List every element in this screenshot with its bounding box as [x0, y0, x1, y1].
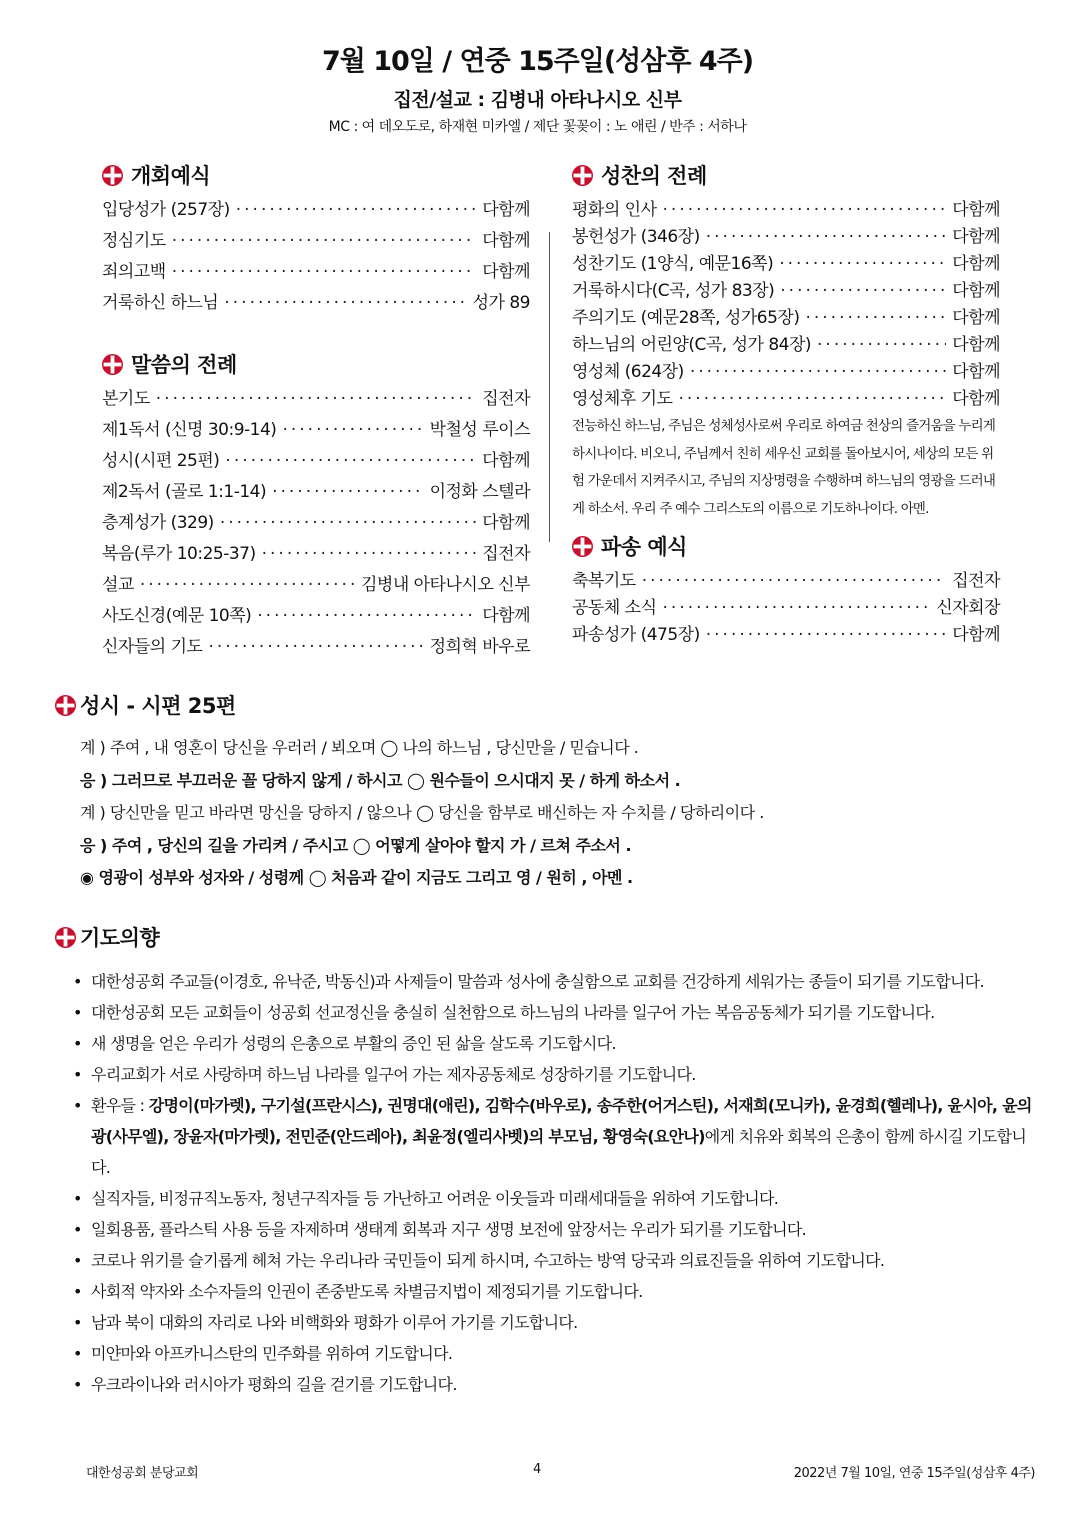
- service-item: [102, 508, 530, 539]
- cross-icon: [572, 536, 593, 557]
- psalm-lines: [80, 732, 1015, 895]
- dot-leader: [706, 625, 946, 645]
- service-item-value: 집전자: [482, 544, 530, 564]
- service-item-label: 평화의 인사: [572, 200, 657, 220]
- service-item-label: 하느님의 어린양(C곡, 성가 84장): [572, 335, 812, 355]
- service-item-label: 봉헌성가 (346장): [572, 227, 700, 247]
- service-item-label: 제1독서 (신명 30:9-14): [102, 420, 277, 440]
- section-title: 말씀의 전례: [131, 353, 237, 377]
- list-item: • 대한성공회 주교들(이경호, 유낙준, 박동신)과 사제들이 말씀과 성사에 충실함으로 교회를 건강하게 세워가는 종들이 되기를 기도합니다.: [73, 966, 1045, 997]
- list-item: • 실직자들, 비정규직노동자, 청년구직자들 등 가난하고 어려운 이웃들과 미래세대들을 위하여 기도합니다.: [73, 1183, 1045, 1214]
- service-item-value: 정희혁 바우로: [429, 637, 530, 657]
- list-item: • 일회용품, 플라스틱 사용 등을 자제하며 생태계 회복과 지구 생명 보전에 앞장서는 우리가 되기를 기도합니다.: [73, 1214, 1045, 1245]
- service-item-label: 복음(루가 10:25-37): [102, 544, 256, 564]
- list-item: • 사회적 약자와 소수자들의 인권이 존중받도록 차별금지법이 제정되기를 기도합니다.: [73, 1276, 1045, 1307]
- service-item-value: 집전자: [952, 571, 1000, 591]
- section-title: 기도의향: [80, 926, 160, 950]
- list-item: • 대한성공회 모든 교회들이 성공회 선교정신을 충실히 실천함으로 하느님의 나라를 일구어 가는 복음공동체가 되기를 기도합니다.: [73, 997, 1045, 1028]
- service-item: [102, 446, 530, 477]
- dot-leader: [272, 482, 423, 502]
- dot-leader: [642, 571, 947, 591]
- service-item-value: 성가 89: [472, 293, 530, 313]
- service-item-value: 다함께: [482, 200, 530, 220]
- psalm-line: ◉ 영광이 성부와 성자와 / 성령께 ◯ 처음과 같이 지금도 그리고 영 / 원히 , 아멘 .: [80, 868, 633, 887]
- section-title: 개회예식: [131, 164, 211, 188]
- service-item: [572, 384, 1000, 411]
- service-item-label: 정심기도: [102, 231, 166, 251]
- service-item-value: 이정화 스텔라: [429, 482, 530, 502]
- service-item: [102, 477, 530, 508]
- intentions-section: [55, 920, 1045, 1400]
- dot-leader: [663, 598, 931, 618]
- section-header-eucharist: [572, 158, 1000, 192]
- service-item: [572, 593, 1000, 620]
- intentions-list: [73, 966, 1045, 1400]
- dot-leader: [208, 637, 423, 657]
- patients-suffix: 에게 치유와 회복의 은총이 함께 하시길 기도합니다.: [91, 1127, 1027, 1177]
- cross-icon: [55, 695, 76, 716]
- cross-icon: [55, 927, 76, 948]
- dot-leader: [779, 254, 946, 274]
- footer-page-number: 4: [533, 1462, 541, 1477]
- service-item: [572, 566, 1000, 593]
- column-divider: [549, 232, 550, 542]
- cross-icon: [102, 354, 123, 375]
- celebrant-line: 집전/설교 : 김병내 아타나시오 신부: [393, 89, 682, 111]
- service-item: [102, 226, 530, 257]
- service-item-value: 다함께: [952, 254, 1000, 274]
- service-item-value: 다함께: [952, 227, 1000, 247]
- dot-leader: [225, 451, 476, 471]
- service-item: [102, 288, 530, 319]
- service-item-label: 영성체 (624장): [572, 362, 684, 382]
- dot-leader: [236, 200, 476, 220]
- service-item-value: 다함께: [952, 389, 1000, 409]
- section-header-psalm: [55, 688, 1015, 722]
- service-item-value: 박철성 루이스: [429, 420, 530, 440]
- service-item: [102, 601, 530, 632]
- service-item: [572, 276, 1000, 303]
- service-item-value: 다함께: [952, 281, 1000, 301]
- list-item: • 미얀마와 아프카니스탄의 민주화를 위하여 기도합니다.: [73, 1338, 1045, 1369]
- list-item: • 우크라이나와 러시아가 평화의 길을 걷기를 기도합니다.: [73, 1369, 1045, 1400]
- dismissal-list: [572, 566, 1000, 647]
- footer-date: 2022년 7월 10일, 연중 15주일(성삼후 4주): [793, 1466, 1035, 1481]
- service-item-value: 다함께: [952, 200, 1000, 220]
- service-item-value: 다함께: [952, 625, 1000, 645]
- patients-prefix: 환우들 :: [91, 1096, 149, 1115]
- service-item: [572, 620, 1000, 647]
- dot-leader: [220, 513, 476, 533]
- cross-icon: [572, 165, 593, 186]
- service-item: [102, 257, 530, 288]
- service-item: [572, 195, 1000, 222]
- service-item: [102, 570, 530, 601]
- dot-leader: [257, 606, 476, 626]
- service-item: [572, 357, 1000, 384]
- dot-leader: [172, 231, 477, 251]
- dot-leader: [805, 308, 946, 328]
- footer-church: 대한성공회 분당교회: [86, 1466, 199, 1481]
- service-item-label: 본기도: [102, 389, 150, 409]
- service-item: [572, 303, 1000, 330]
- section-title: 파송 예식: [601, 535, 687, 559]
- service-item: [102, 415, 530, 446]
- service-item-value: 다함께: [482, 231, 530, 251]
- word-list: [102, 384, 530, 663]
- list-item: • 코로나 위기를 슬기롭게 헤쳐 가는 우리나라 국민들이 되게 하시며, 수고하는 방역 당국과 의료진들을 위하여 기도합니다.: [73, 1245, 1045, 1276]
- section-title: 성찬의 전례: [601, 164, 707, 188]
- service-item-label: 거룩하시다(C곡, 성가 83장): [572, 281, 775, 301]
- service-item-value: 다함께: [482, 606, 530, 626]
- patients-names: 강명이(마가렛), 구기설(프란시스), 권명대(애린), 김학수(바우로), 송주한(어거스틴), 서재희(모니카), 윤경희(헬레나), 윤시아, 윤의광(사무엘), 장윤자(마가렛), 전민준(안드레아), 최윤정(엘리사벳)의 부모님, 황영숙(요안나): [91, 1096, 1032, 1146]
- dot-leader: [678, 389, 946, 409]
- service-item-value: 다함께: [952, 308, 1000, 328]
- psalm-line: 응 ) 주여 , 당신의 길을 가리켜 / 주시고 ◯ 어떻게 살아야 할지 가 / 르쳐 주소서 .: [80, 835, 632, 855]
- dot-leader: [282, 420, 423, 440]
- service-item-value: 다함께: [952, 335, 1000, 355]
- list-item: • 우리교회가 서로 사랑하며 하느님 나라를 일구어 가는 제자공동체로 성장하기를 기도합니다.: [73, 1059, 1045, 1090]
- service-item: [102, 539, 530, 570]
- left-column: [102, 158, 530, 663]
- section-header-word: [102, 347, 530, 381]
- service-item-value: 다함께: [482, 451, 530, 471]
- list-item: • 남과 북이 대화의 자리로 나와 비핵화와 평화가 이루어 가기를 기도합니다.: [73, 1307, 1045, 1338]
- dot-leader: [663, 200, 947, 220]
- dot-leader: [224, 293, 466, 313]
- right-column: [572, 158, 1000, 647]
- service-item-value: 다함께: [482, 513, 530, 533]
- dot-leader: [262, 544, 477, 564]
- service-item-value: 김병내 아타나시오 신부: [360, 575, 530, 595]
- service-item: [102, 632, 530, 663]
- section-header-opening: [102, 158, 530, 192]
- dot-leader: [780, 281, 946, 301]
- service-item: [102, 384, 530, 415]
- credits-line: MC : 여 데오도로, 하재현 미카엘 / 제단 꽃꽂이 : 노 애린 / 반주 : 서하나: [328, 119, 747, 135]
- list-item: • 새 생명을 얻은 우리가 성령의 은총으로 부활의 증인 된 삶을 살도록 기도합시다.: [73, 1028, 1045, 1059]
- service-item-label: 영성체후 기도: [572, 389, 673, 409]
- service-item-label: 주의기도 (예문28쪽, 성가65장): [572, 308, 800, 328]
- service-item-label: 거룩하신 하느님: [102, 293, 219, 313]
- service-item-label: 공동체 소식: [572, 598, 657, 618]
- psalm-line: 계 ) 당신만을 믿고 바라면 망신을 당하지 / 않으나 ◯ 당신을 함부로 배신하는 자 수치를 / 당하리이다 .: [80, 803, 764, 822]
- page-title: 7월 10일 / 연중 15주일(성삼후 4주): [321, 46, 754, 77]
- service-item-value: 집전자: [482, 389, 530, 409]
- section-header-dismissal: [572, 529, 1000, 563]
- service-item-label: 입당성가 (257장): [102, 200, 230, 220]
- dot-leader: [817, 335, 946, 355]
- dot-leader: [140, 575, 355, 595]
- list-item-patients: [73, 1090, 1045, 1183]
- post-communion-prayer: 전능하신 하느님, 주님은 성체성사로써 우리로 하여금 천상의 즐거움을 누리게 하시나이다. 비오니, 주님께서 친히 세우신 교회를 돌아보시어, 세상의 모든 위험 가운데서 지켜주시고, 주님의 지상명령을 수행하며 하느님의 영광을 드러내게 하소서. 우리 주 예수 그리스도의 이름으로 기도하나이다. 아멘.: [572, 418, 996, 517]
- opening-list: [102, 195, 530, 319]
- service-item-label: 파송성가 (475장): [572, 625, 700, 645]
- eucharist-list: [572, 195, 1000, 411]
- service-item-label: 사도신경(예문 10쪽): [102, 606, 252, 626]
- service-item-value: 다함께: [952, 362, 1000, 382]
- service-item-label: 설교: [102, 575, 134, 595]
- service-item: [572, 330, 1000, 357]
- dot-leader: [690, 362, 946, 382]
- service-item: [102, 195, 530, 226]
- service-item-value: 신자회장: [936, 598, 1000, 618]
- service-item: [572, 222, 1000, 249]
- service-item-label: 성시(시편 25편): [102, 451, 220, 471]
- psalm-line: 계 ) 주여 , 내 영혼이 당신을 우러러 / 뵈오며 ◯ 나의 하느님 , 당신만을 / 믿습니다 .: [80, 738, 639, 757]
- service-item-label: 제2독서 (골로 1:1-14): [102, 482, 267, 502]
- service-item-label: 축복기도: [572, 571, 636, 591]
- service-item-label: 죄의고백: [102, 262, 166, 282]
- service-item: [572, 249, 1000, 276]
- service-item-value: 다함께: [482, 262, 530, 282]
- section-title: 성시 - 시편 25편: [80, 694, 236, 718]
- dot-leader: [156, 389, 476, 409]
- service-item-label: 신자들의 기도: [102, 637, 203, 657]
- psalm-line: 응 ) 그러므로 부끄러운 꼴 당하지 않게 / 하시고 ◯ 원수들이 으시대지 못 / 하게 하소서 .: [80, 770, 681, 790]
- dot-leader: [172, 262, 477, 282]
- section-header-intentions: [55, 920, 1045, 954]
- service-item-label: 성찬기도 (1양식, 예문16쪽): [572, 254, 774, 274]
- service-item-label: 층계성가 (329): [102, 513, 214, 533]
- dot-leader: [706, 227, 946, 247]
- bulletin-header: [0, 44, 1075, 136]
- cross-icon: [102, 165, 123, 186]
- psalm-section: [55, 688, 1015, 895]
